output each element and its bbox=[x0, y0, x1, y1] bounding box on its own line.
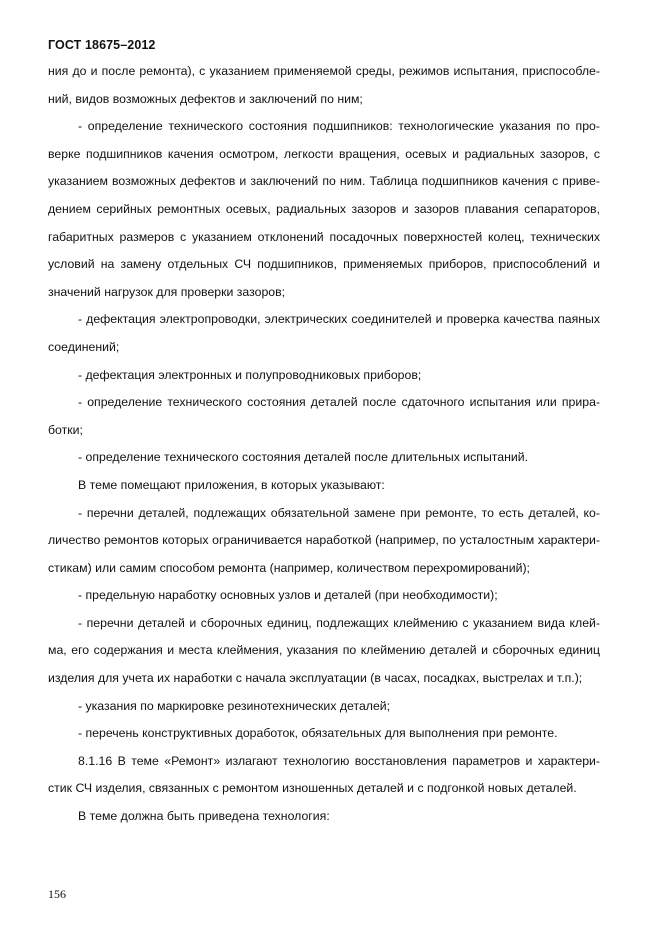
text-line: В теме должна быть приведена технология: bbox=[78, 809, 330, 824]
text-line: - определение технического состояния деталей после длительных испытаний. bbox=[78, 450, 529, 465]
text-line: стик СЧ изделия, связанных с ремонтом изношенных деталей и с подгонкой новых деталей. bbox=[48, 781, 577, 796]
text-line: ма, его содержания и места клеймения, указания по клеймению деталей и сборочных единиц bbox=[48, 643, 600, 658]
text-line: личество ремонтов которых ограничивается наработкой (например, по усталостным характери- bbox=[48, 533, 600, 548]
document-header: ГОСТ 18675–2012 bbox=[48, 38, 156, 52]
text-line: ния до и после ремонта), с указанием применяемой среды, режимов испытания, приспособле- bbox=[48, 64, 600, 78]
text-line: 8.1.16 В теме «Ремонт» излагают технологию восстановления параметров и характери- bbox=[78, 753, 600, 768]
text-line: изделия для учета их наработки с начала эксплуатации (в часах, посадках, выстрелах и т.п.); bbox=[48, 671, 583, 686]
text-line: - предельную наработку основных узлов и деталей (при необходимости); bbox=[78, 588, 498, 603]
text-line: - определение технического состояния подшипников: технологические указания по про- bbox=[78, 119, 600, 134]
document-body bbox=[48, 62, 600, 835]
text-line: - перечни деталей и сборочных единиц, подлежащих клеймению с указанием вида клей- bbox=[78, 615, 600, 630]
text-line: - дефектация электропроводки, электрических соединителей и проверка качества паяных bbox=[78, 312, 600, 327]
text-line: - перечень конструктивных доработок, обязательных для выполнения при ремонте. bbox=[78, 726, 558, 741]
text-line: дением серийных ремонтных осевых, радиальных зазоров и зазоров плавания сепараторов, bbox=[48, 201, 600, 216]
text-line: В теме помещают приложения, в которых указывают: bbox=[78, 477, 385, 492]
text-line: соединений; bbox=[48, 339, 120, 354]
text-line: - перечни деталей, подлежащих обязательной замене при ремонте, то есть деталей, ко- bbox=[78, 505, 600, 520]
page-number: 156 bbox=[48, 887, 66, 901]
text-line: стикам) или самим способом ремонта (например, количеством перехромирований); bbox=[48, 560, 530, 575]
text-line: условий на замену отдельных СЧ подшипников, применяемых приборов, приспособлений и bbox=[48, 257, 600, 272]
text-line: верке подшипников качения осмотром, легкости вращения, осевых и радиальных зазоров, с bbox=[48, 146, 600, 161]
text-line: ботки; bbox=[48, 422, 83, 437]
text-line: габаритных размеров с указанием отклонений посадочных поверхностей колец, технических bbox=[48, 229, 600, 244]
text-line: - дефектация электронных и полупроводниковых приборов; bbox=[78, 367, 422, 382]
text-line: ний, видов возможных дефектов и заключений по ним; bbox=[48, 91, 363, 106]
text-line: - указания по маркировке резинотехнических деталей; bbox=[78, 698, 391, 713]
text-line: значений нагрузок для проверки зазоров; bbox=[48, 284, 286, 299]
text-line: указанием возможных дефектов и заключений по ним. Таблица подшипников качения с приве- bbox=[48, 174, 600, 189]
text-line: - определение технического состояния деталей после сдаточного испытания или прира- bbox=[78, 395, 600, 410]
